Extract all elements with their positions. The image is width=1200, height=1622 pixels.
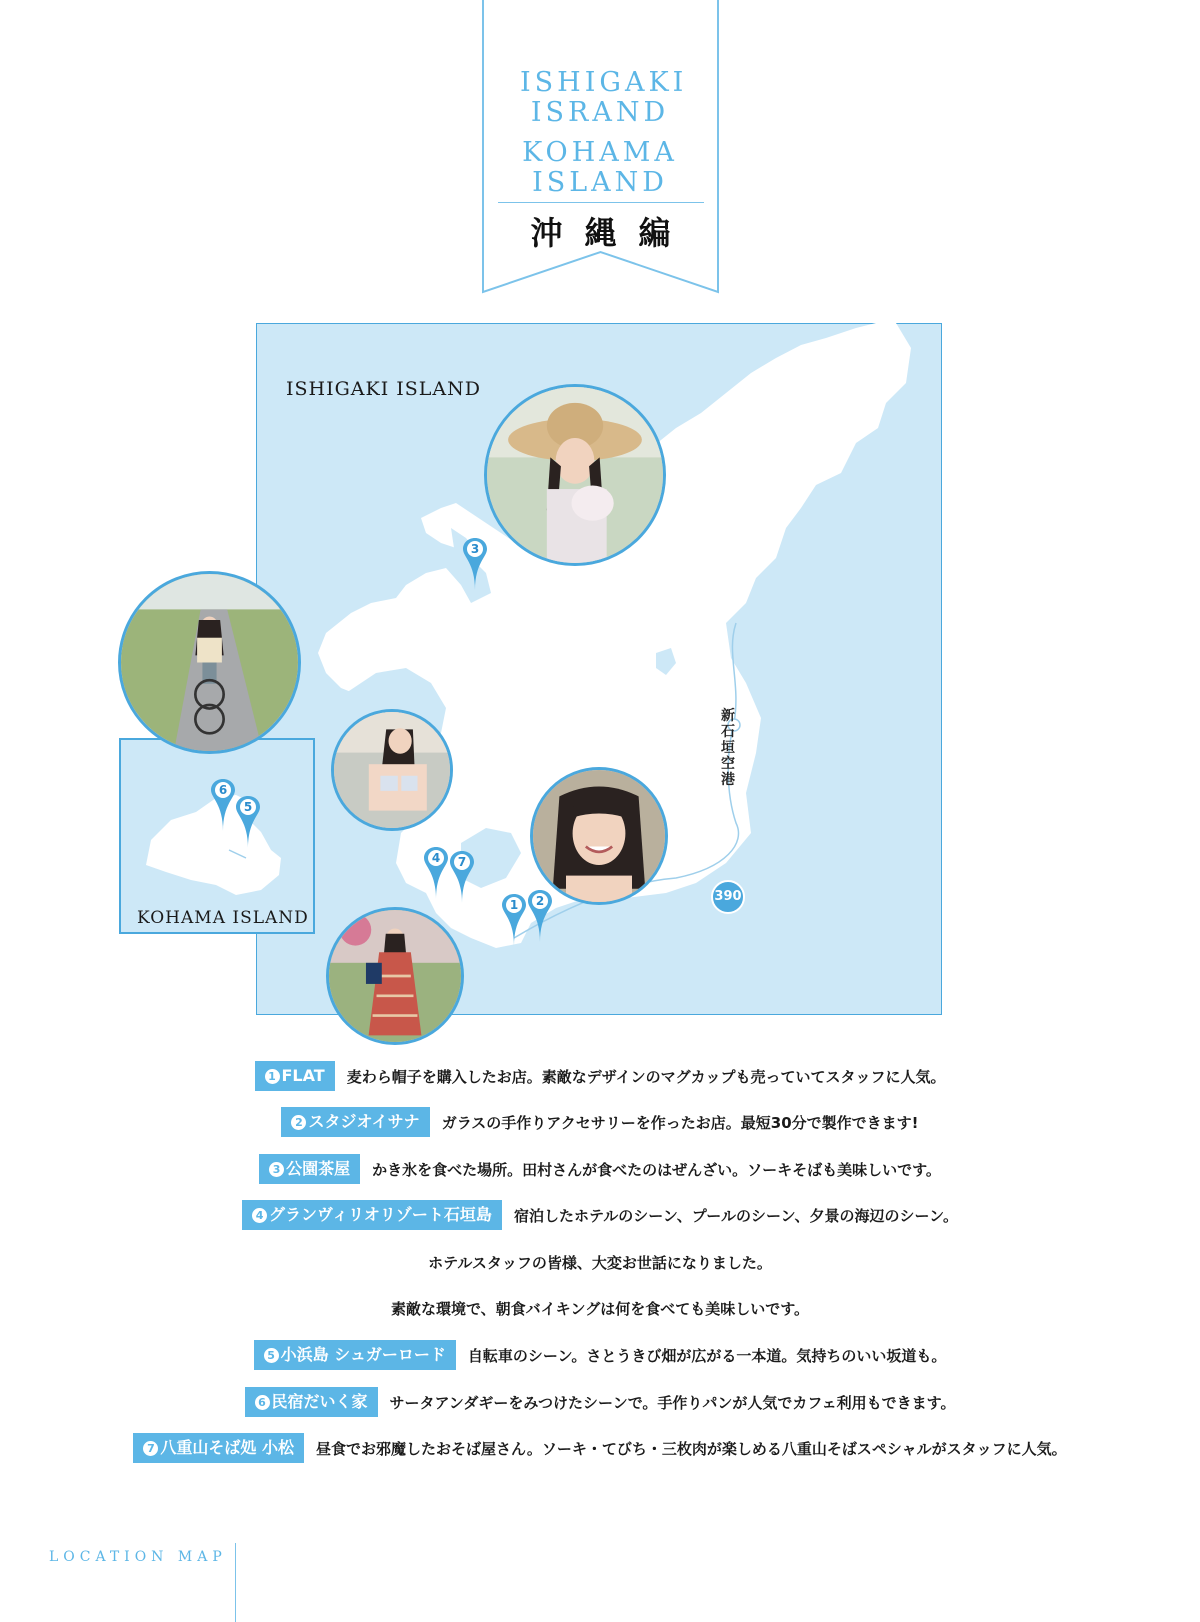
footer-divider bbox=[235, 1543, 236, 1622]
photo-smiling-portrait bbox=[530, 767, 668, 905]
location-name: 公園茶屋 bbox=[286, 1159, 351, 1178]
map-pin-1[interactable] bbox=[501, 893, 527, 947]
tag-number: 5 bbox=[264, 1348, 279, 1363]
location-tag-6[interactable] bbox=[245, 1387, 378, 1417]
location-name: 小浜島 シュガーロード bbox=[280, 1345, 446, 1364]
location-description: 麦わら帽子を購入したお店。素敵なデザインのマグカップも売っていてスタッフに人気。 bbox=[346, 1067, 946, 1086]
map-pin-2[interactable] bbox=[527, 889, 553, 943]
tag-number: 6 bbox=[255, 1395, 270, 1410]
location-description: 昼食でお邪魔したおそば屋さん。ソーキ・てびち・三枚肉が楽しめる八重山そばスペシャルがスタッフに人気。 bbox=[315, 1439, 1067, 1458]
location-name: 八重山そば処 小松 bbox=[160, 1438, 294, 1457]
title-banner bbox=[482, 0, 719, 296]
airport-label: 新石垣空港 bbox=[721, 708, 735, 788]
location-tag-7[interactable] bbox=[133, 1433, 304, 1463]
photo-bicycle-road bbox=[118, 571, 301, 754]
location-entry-4-line-2 bbox=[0, 1246, 1200, 1278]
map-pin-5[interactable] bbox=[235, 795, 261, 849]
photo-straw-hat-shaved-ice bbox=[484, 384, 666, 566]
photo-poolside bbox=[331, 709, 453, 831]
location-description: サータアンダギーをみつけたシーンで。手作りパンが人気でカフェ利用もできます。 bbox=[389, 1393, 956, 1412]
location-name: 民宿だいく家 bbox=[271, 1392, 368, 1411]
footer-location-map-label: LOCATION MAP bbox=[49, 1549, 227, 1565]
location-entry-3 bbox=[0, 1153, 1200, 1185]
pin-number: 7 bbox=[457, 855, 467, 869]
photo-red-plaid-outfit bbox=[326, 907, 464, 1045]
location-entry-6 bbox=[0, 1386, 1200, 1418]
title-en-ishigaki: ISHIGAKI ISRAND bbox=[520, 67, 688, 128]
map-pin-3[interactable] bbox=[462, 537, 488, 591]
tag-number: 3 bbox=[269, 1162, 284, 1177]
pin-number: 6 bbox=[218, 783, 228, 797]
title-en-kohama: KOHAMA ISLAND bbox=[522, 137, 678, 198]
kohama-island-label: KOHAMA ISLAND bbox=[137, 908, 309, 928]
location-tag-2[interactable] bbox=[281, 1107, 429, 1137]
location-name: FLAT bbox=[281, 1066, 325, 1085]
location-tag-4[interactable] bbox=[242, 1200, 502, 1230]
location-description-continued: ホテルスタッフの皆様、大変お世話になりました。 bbox=[428, 1253, 772, 1272]
title-jp: 沖縄編 bbox=[530, 214, 693, 252]
location-description: ガラスの手作りアクセサリーを作ったお店。最短30分で製作できます! bbox=[441, 1113, 919, 1132]
map-pin-6[interactable] bbox=[210, 778, 236, 832]
pin-number: 2 bbox=[535, 894, 545, 908]
location-description: かき氷を食べた場所。田村さんが食べたのはぜんざい。ソーキそばも美味しいです。 bbox=[372, 1160, 941, 1179]
tag-number: 1 bbox=[265, 1069, 280, 1084]
location-entry-5 bbox=[0, 1339, 1200, 1371]
location-name: グランヴィリオリゾート石垣島 bbox=[269, 1205, 492, 1224]
pin-number: 4 bbox=[431, 851, 441, 865]
location-entry-4-line-3 bbox=[0, 1292, 1200, 1324]
location-entry-2 bbox=[0, 1106, 1200, 1138]
location-tag-3[interactable] bbox=[259, 1154, 360, 1184]
pin-number: 1 bbox=[509, 898, 519, 912]
map-pin-7[interactable] bbox=[449, 850, 475, 904]
ishigaki-island-label: ISHIGAKI ISLAND bbox=[286, 378, 481, 400]
location-name: スタジオイサナ bbox=[308, 1112, 420, 1131]
location-entry-7 bbox=[0, 1432, 1200, 1464]
route-390-badge: 390 bbox=[711, 880, 745, 914]
kohama-inset-map bbox=[119, 738, 315, 934]
location-entry-1 bbox=[0, 1060, 1200, 1092]
map-pin-4[interactable] bbox=[423, 846, 449, 900]
location-tag-5[interactable] bbox=[254, 1340, 456, 1370]
tag-number: 7 bbox=[143, 1441, 158, 1456]
title-divider bbox=[498, 202, 704, 203]
tag-number: 2 bbox=[291, 1115, 306, 1130]
tag-number: 4 bbox=[252, 1208, 267, 1223]
location-entry-4 bbox=[0, 1199, 1200, 1231]
location-description-continued: 素敵な環境で、朝食バイキングは何を食べても美味しいです。 bbox=[390, 1299, 810, 1318]
location-description: 自転車のシーン。さとうきび畑が広がる一本道。気持ちのいい坂道も。 bbox=[467, 1346, 947, 1365]
pin-number: 5 bbox=[243, 800, 253, 814]
location-tag-1[interactable] bbox=[255, 1061, 335, 1091]
location-description: 宿泊したホテルのシーン、プールのシーン、夕景の海辺のシーン。 bbox=[513, 1206, 958, 1225]
pin-number: 3 bbox=[470, 542, 480, 556]
